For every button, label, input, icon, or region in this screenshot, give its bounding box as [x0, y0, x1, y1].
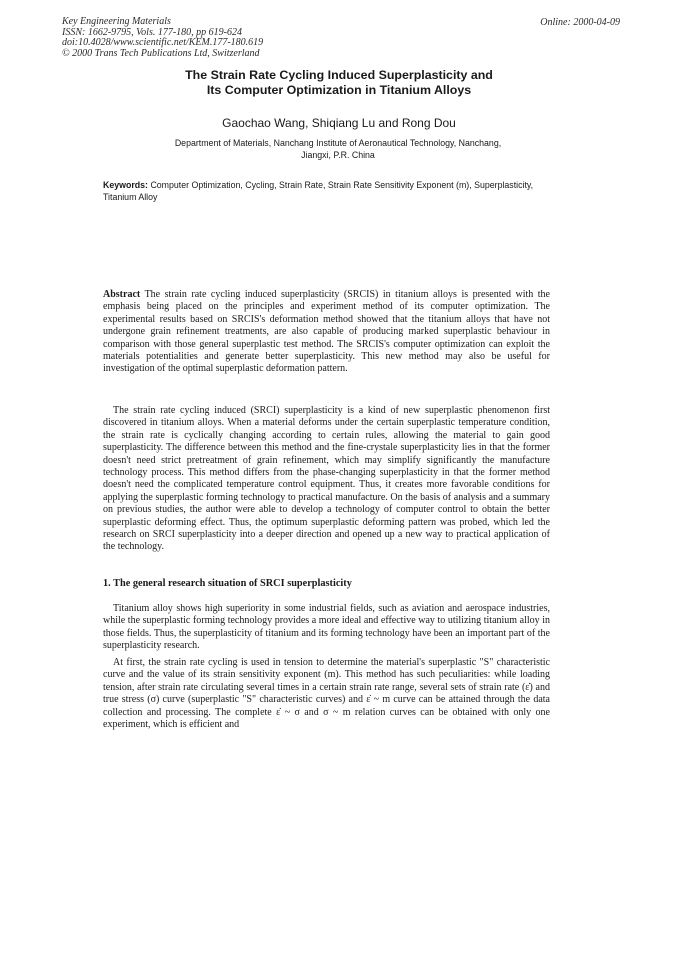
title-line-2: Its Computer Optimization in Titanium Alloys	[206, 83, 472, 97]
affiliation-line-2: Jiangxi, P.R. China	[301, 149, 375, 160]
authors: Gaochao Wang, Shiqiang Lu and Rong Dou	[222, 116, 456, 130]
copyright-line: © 2000 Trans Tech Publications Ltd, Switzerland	[62, 47, 260, 59]
affiliation-line-1: Department of Materials, Nanchang Institute of Aeronautical Technology, Nanchang,	[174, 138, 502, 148]
abstract-label: Abstract	[103, 289, 141, 300]
keywords-text: Computer Optimization, Cycling, Strain Rate, Strain Rate Sensitivity Exponent (m), Superplasticity, Titanium Alloy	[103, 180, 534, 202]
affiliation	[118, 138, 558, 161]
keywords	[103, 180, 553, 203]
keywords-label: Keywords:	[103, 180, 148, 190]
section-1-paragraph-2: At first, the strain rate cycling is used in tension to determine the material's superplastic "S" characteristic curve and the value of its strain sensitivity exponent (m). This method has such peculiarities: while loading tension, after strain rate circulating several times in a certain strain rate range, several sets of strain rate (ε̇) and true stress (σ) curve (superplastic "S" characteristic curves) and ε̇ ~ m curve can be attained through the data collection and processing. The complete ε̇ ~ σ and σ ~ m relation curves can be obtained with only one experiment, which is efficient and	[103, 657, 550, 731]
title-line-1: The Strain Rate Cycling Induced Superplasticity and	[185, 68, 493, 82]
journal-name: Key Engineering Materials	[62, 16, 171, 27]
online-date: Online: 2000-04-09	[540, 17, 620, 28]
issn-line: ISSN: 1662-9795, Vols. 177-180, pp 619-624	[62, 26, 242, 38]
paper-title	[0, 68, 678, 98]
abstract-text: The strain rate cycling induced superplasticity (SRCIS) in titanium alloys is presented with the emphasis being placed on the principles and experiment method of its computer optimization. The experimental results based on SRCIS's deformation method showed that the titanium alloys that have not undergone grain refinement treatments, are also capable of producing marked superplastic behaviour in comparison with those general superplastic test method. The SRCIS's computer optimization can exploit the materials potentialities and generate better superplasticity. This new method may also be useful for investigation of the optimal superplastic deformation pattern.	[103, 289, 550, 375]
abstract	[103, 289, 550, 376]
section-1-heading: 1. The general research situation of SRCI superplasticity	[103, 578, 352, 589]
doi-line: doi:10.4028/www.scientific.net/KEM.177-180.619	[62, 37, 264, 48]
section-1-paragraph-1: Titanium alloy shows high superiority in some industrial fields, such as aviation and aerospace industries, while the superplastic forming technology provides a more ideal and effective way to utilizing titanium alloy in those fields. Thus, the superplasticity of titanium and its forming technology have been an important part of the superplasticity research.	[103, 603, 550, 652]
intro-paragraph: The strain rate cycling induced (SRCI) superplasticity is a kind of new superplastic phenomenon first discovered in titanium alloys. When a material deforms under the certain superplastic temperature condition, the strain rate is cyclically changing according to certain rules, allowing the material to gain good superplasticity. The difference between this method and the fine-crystale superplasticity lies in that the former doesn't need strict pretreatment of grain refinement, which may simplify significantly the manufacture technology process. This method differs from the phase-changing superplasticity in that the former method doesn't need the complicated temperature control equipment. Thus, it creates more favorable conditions for applying the superplastic forming technology to practical manufacture. On the basis of analysis and a summary on previous studies, the author were able to develop a technology of computer control to obtain the better superplastic deforming effect. Thus, the optimum superplastic deforming pattern was probed, which led the research on SRCI superplasticity into a deeper direction and opened up a new way to practical application of the technology.	[103, 405, 550, 553]
journal-header	[62, 17, 263, 59]
